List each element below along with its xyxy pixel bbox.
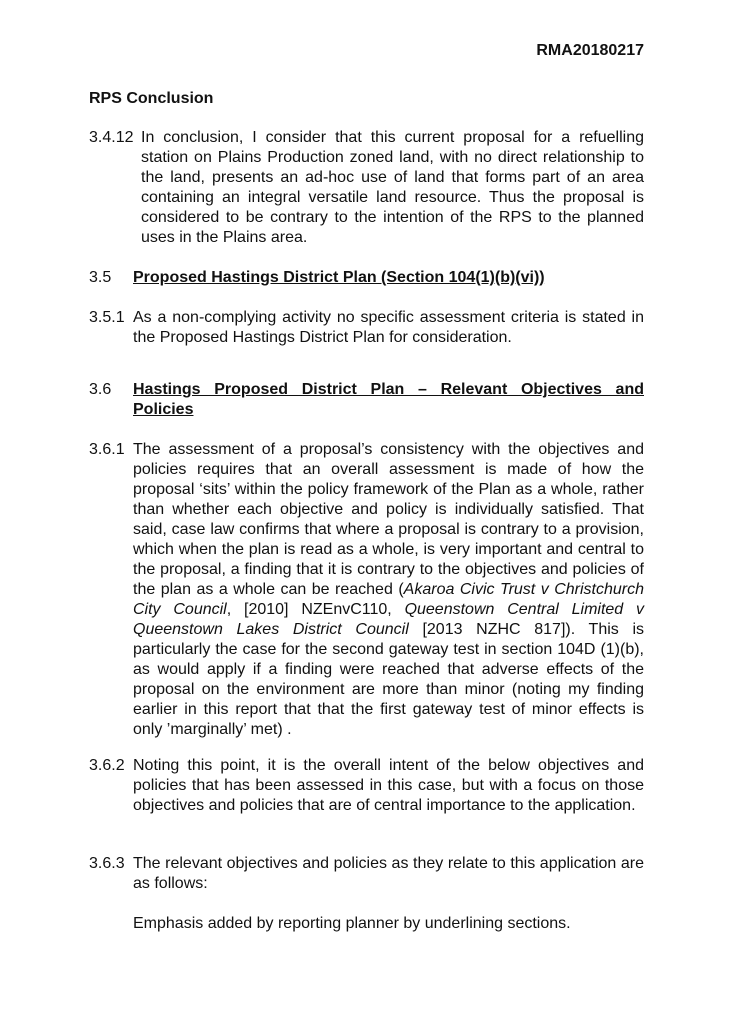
document-reference: RMA20180217 bbox=[536, 42, 644, 59]
paragraph-number: 3.6.2 bbox=[89, 757, 125, 774]
paragraph-3-4-12 bbox=[89, 128, 644, 248]
text-run: The assessment of a proposal’s consistency with the objectives and policies requires that an overall assessment is made of how the proposal ‘sits’ within the policy framework of the Plan as a whole, rather than whether each objective and policy is individually satisfied. That said, case law confirms that where a proposal is contrary to a provision, which when the plan is read as a whole, is very important and central to the proposal, a finding that it is contrary to the objectives and policies of the plan as a whole can be reached ( bbox=[133, 441, 644, 598]
section-3-5 bbox=[89, 268, 644, 288]
paragraph-number: 3.6.1 bbox=[89, 441, 125, 458]
paragraph-3-5-1 bbox=[89, 308, 644, 348]
text-run: [2013 NZHC 817]). This is particularly the case for the second gateway test in section 104D (1)(b), as would apply if a finding were reached that adverse effects of the proposal on the environment are more than minor (noting my finding earlier in this report that that the first gateway test of minor effects is only ’marginally’ met) . bbox=[133, 621, 645, 738]
section-number: 3.6 bbox=[89, 381, 112, 398]
section-3-6 bbox=[89, 380, 644, 420]
paragraph-number: 3.5.1 bbox=[89, 309, 125, 326]
section-title: Proposed Hastings District Plan (Section 104(1)(b)(vi)) bbox=[133, 269, 545, 286]
paragraph-text: The relevant objectives and policies as they relate to this application are as follows: bbox=[133, 855, 644, 892]
case-citation: Akaroa Civic Trust v Christchurch City Council bbox=[133, 581, 645, 618]
paragraph-3-6-3 bbox=[89, 854, 644, 894]
text-run: , [2010] NZEnvC110, bbox=[226, 601, 405, 618]
paragraph-text bbox=[89, 440, 644, 740]
paragraph-text: As a non-complying activity no specific assessment criteria is stated in the Proposed Hastings District Plan for consideration. bbox=[133, 309, 644, 346]
paragraph-number: 3.6.3 bbox=[89, 855, 125, 872]
paragraph-number: 3.4.12 bbox=[89, 129, 134, 146]
case-citation: Queenstown Central Limited v Queenstown Lakes District Council bbox=[133, 601, 645, 638]
section-number: 3.5 bbox=[89, 269, 112, 286]
paragraph-text: Noting this point, it is the overall intent of the below objectives and policies that has been assessed in this case, but with a focus on those objectives and policies that are of central importance to the application. bbox=[133, 757, 644, 814]
paragraph-text: In conclusion, I consider that this current proposal for a refuelling station on Plains Production zoned land, with no direct relationship to the land, presents an ad-hoc use of land that forms part of an area containing an integral versatile land resource. Thus the proposal is considered to be contrary to the intention of the RPS to the planned uses in the Plains area. bbox=[141, 129, 644, 246]
paragraph-3-6-1 bbox=[89, 440, 644, 740]
paragraph-3-6-2 bbox=[89, 756, 644, 816]
section-title: Hastings Proposed District Plan – Relevant Objectives and Policies bbox=[133, 381, 644, 418]
emphasis-note: Emphasis added by reporting planner by underlining sections. bbox=[133, 915, 571, 932]
section-heading-rps-conclusion: RPS Conclusion bbox=[89, 90, 214, 107]
